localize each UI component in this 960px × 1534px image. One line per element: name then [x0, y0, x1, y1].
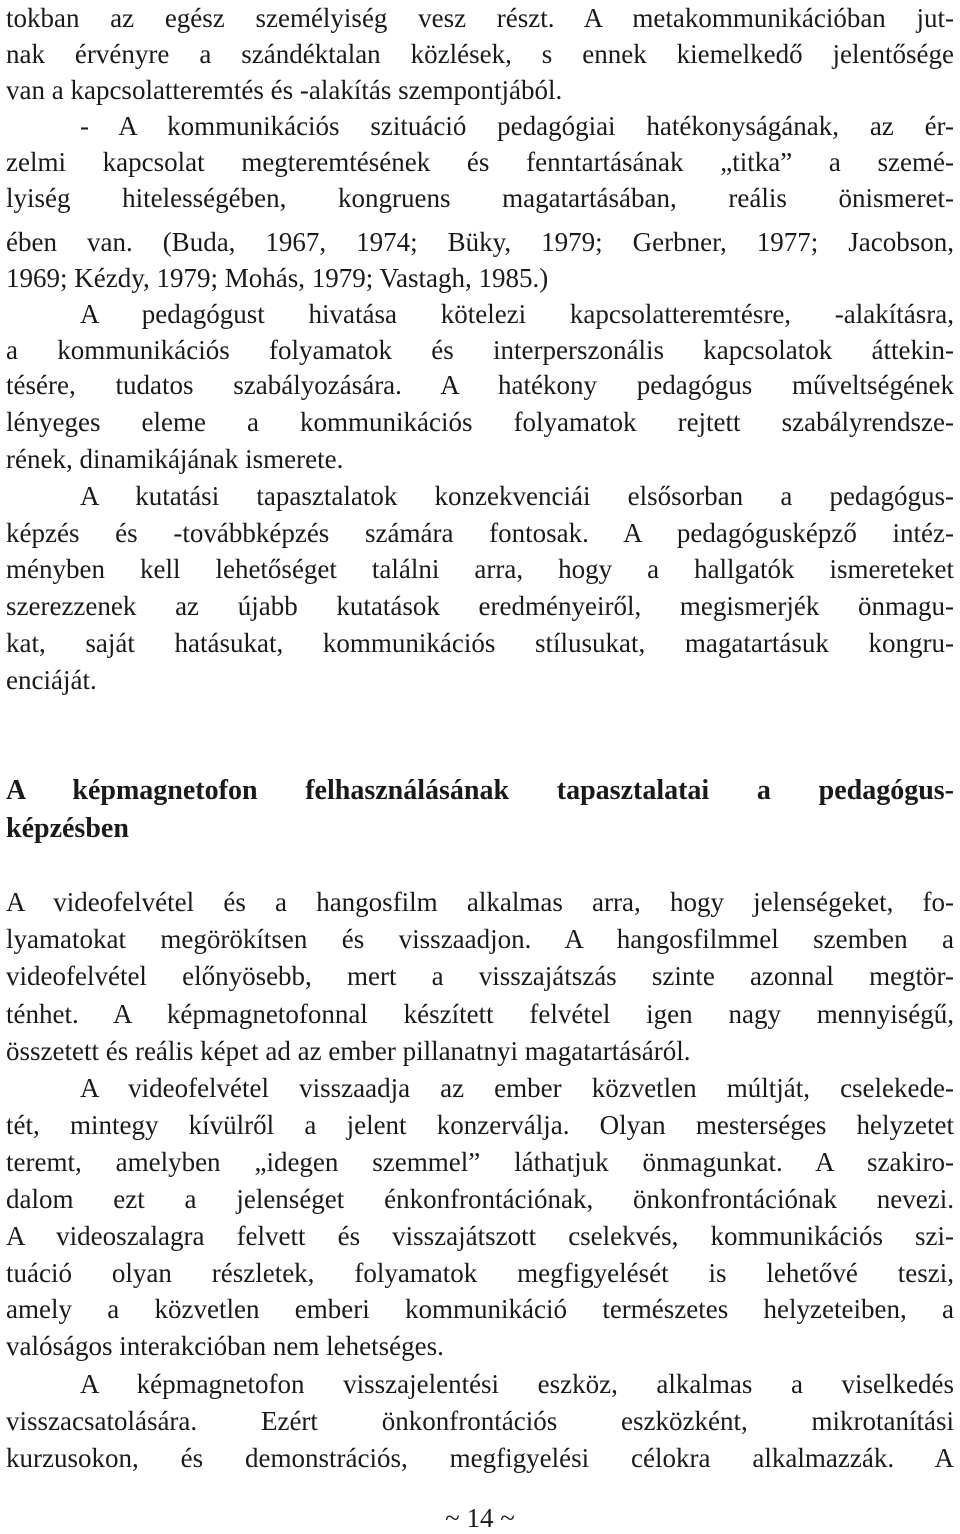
- text-line: tésére, tudatos szabályozására. A hatékony pedagógus műveltségének: [6, 370, 954, 400]
- text-line: zelmi kapcsolat megteremtésének és fenntartásának „titka” a szemé-: [6, 147, 954, 177]
- text-line: a kommunikációs folyamatok és interperszonális kapcsolatok áttekin-: [6, 335, 954, 365]
- text-line: A kutatási tapasztalatok konzekvenciái elsősorban a pedagógus-: [80, 481, 954, 511]
- text-line: A képmagnetofon visszajelentési eszköz, alkalmas a viselkedés: [80, 1369, 954, 1399]
- text-line: A videoszalagra felvett és visszajátszott cselekvés, kommunikációs szi-: [6, 1221, 954, 1251]
- text-line: visszacsatolására. Ezért önkonfrontációs eszközként, mikrotanítási: [6, 1406, 954, 1436]
- text-line: ében van. (Buda, 1967, 1974; Büky, 1979; Gerbner, 1977; Jacobson,: [6, 227, 954, 257]
- text-line: szerezzenek az újabb kutatások eredményeiről, megismerjék önmagu-: [6, 591, 954, 621]
- text-line: kurzusokon, és demonstrációs, megfigyelési célokra alkalmazzák. A: [6, 1443, 954, 1473]
- text-line: van a kapcsolatteremtés és -alakítás szempontjából.: [6, 75, 563, 105]
- text-line: lyamatokat megörökítsen és visszaadjon. A hangosfilmmel szemben a: [6, 924, 954, 954]
- text-line: enciáját.: [6, 665, 97, 695]
- text-line: A pedagógust hivatása kötelezi kapcsolatteremtésre, -alakításra,: [80, 299, 954, 329]
- text-line: lényeges eleme a kommunikációs folyamatok rejtett szabályrendsze-: [6, 407, 954, 437]
- text-line: tuáció olyan részletek, folyamatok megfigyelését is lehetővé teszi,: [6, 1258, 954, 1288]
- text-line: tokban az egész személyiség vesz részt. A metakommunikációban jut-: [6, 3, 954, 33]
- text-line: dalom ezt a jelenséget énkonfrontációnak, önkonfrontációnak nevezi.: [6, 1184, 954, 1214]
- text-line: kat, saját hatásukat, kommunikációs stílusukat, magatartásuk kongru-: [6, 628, 954, 658]
- text-line: valóságos interakcióban nem lehetséges.: [6, 1331, 444, 1361]
- text-line: amely a közvetlen emberi kommunikáció természetes helyzeteiben, a: [6, 1294, 954, 1324]
- text-line: nak érvényre a szándéktalan közlések, s ennek kiemelkedő jelentősége: [6, 39, 954, 69]
- text-line: A videofelvétel visszaadja az ember közvetlen múltját, cselekede-: [80, 1073, 954, 1103]
- text-line: lyiség hitelességében, kongruens magatartásában, reális önismeret-: [6, 183, 954, 213]
- page-number: ~ 14 ~: [445, 1503, 515, 1533]
- text-line: - A kommunikációs szituáció pedagógiai hatékonyságának, az ér-: [80, 111, 954, 141]
- section-heading: képzésben: [6, 813, 129, 844]
- text-line: ményben kell lehetőséget találni arra, hogy a hallgatók ismereteket: [6, 554, 954, 584]
- text-line: A videofelvétel és a hangosfilm alkalmas arra, hogy jelenségeket, fo-: [6, 887, 954, 917]
- text-line: teremt, amelyben „idegen szemmel” láthatjuk önmagunkat. A szakiro-: [6, 1147, 954, 1177]
- text-line: videofelvétel előnyösebb, mert a visszajátszás szinte azonnal megtör-: [6, 961, 954, 991]
- text-line: 1969; Kézdy, 1979; Mohás, 1979; Vastagh, 1985.): [6, 263, 549, 293]
- text-line: összetett és reális képet ad az ember pillanatnyi magatartásáról.: [6, 1036, 691, 1066]
- section-heading: A képmagnetofon felhasználásának tapasztalatai a pedagógus-: [6, 775, 954, 806]
- text-line: tét, mintegy kívülről a jelent konzerválja. Olyan mesterséges helyzetet: [6, 1110, 954, 1140]
- text-line: képzés és -továbbképzés számára fontosak. A pedagógusképző intéz-: [6, 518, 954, 548]
- text-line: ténhet. A képmagnetofonnal készített felvétel igen nagy mennyiségű,: [6, 999, 954, 1029]
- text-line: rének, dinamikájának ismerete.: [6, 444, 344, 474]
